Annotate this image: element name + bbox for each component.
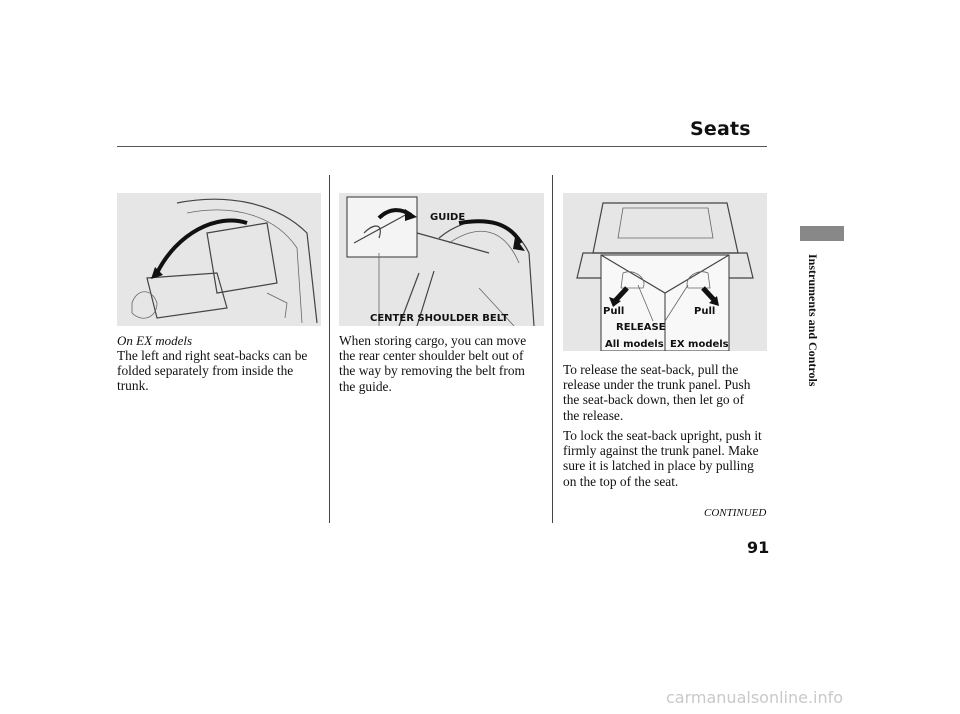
pull-left-label: Pull — [603, 306, 625, 317]
continued-label: CONTINUED — [704, 507, 767, 519]
text-line: release under the trunk panel. Push — [563, 377, 751, 393]
text-line: trunk. — [117, 378, 149, 394]
text-line: the way by removing the belt from — [339, 363, 525, 379]
section-tab-text-wrap — [806, 254, 822, 414]
center-shoulder-belt-label: CENTER SHOULDER BELT — [370, 313, 509, 324]
text-line: the rear center shoulder belt out of — [339, 348, 524, 364]
text-line: When storing cargo, you can move — [339, 333, 527, 348]
column-divider-2 — [552, 175, 553, 523]
figure-left-seatback — [117, 193, 321, 326]
guide-label: GUIDE — [430, 212, 466, 223]
header-rule — [117, 146, 767, 147]
all-models-label: All models — [605, 339, 664, 350]
text-line: on the top of the seat. — [563, 473, 679, 489]
right-column-para-2 — [563, 428, 773, 489]
column-divider-1 — [329, 175, 330, 523]
text-line: sure it is latched in place by pulling — [563, 458, 754, 474]
release-label: RELEASE — [616, 322, 666, 333]
text-line: To release the seat-back, pull the — [563, 362, 739, 377]
left-column-text — [117, 348, 327, 394]
watermark: carmanualsonline.info — [666, 688, 844, 707]
page-number: 91 — [747, 538, 770, 557]
text-line: the guide. — [339, 378, 392, 394]
ex-models-label: EX models — [670, 339, 729, 350]
middle-column-text — [339, 333, 549, 394]
page-title: Seats — [690, 118, 751, 140]
pull-right-label: Pull — [694, 306, 716, 317]
text-line: The left and right seat-backs can be — [117, 348, 308, 363]
text-line: the release. — [563, 407, 624, 423]
right-column-para-1 — [563, 362, 773, 423]
figure-left-caption: On EX models — [117, 333, 193, 348]
text-line: folded separately from inside the — [117, 363, 294, 379]
section-tab — [800, 226, 844, 241]
seat-illustration — [117, 193, 321, 326]
text-line: the seat-back down, then let go of — [563, 392, 745, 408]
text-line: firmly against the trunk panel. Make — [563, 443, 759, 459]
text-line: To lock the seat-back upright, push it — [563, 428, 762, 443]
section-name: Instruments and Controls — [806, 254, 820, 387]
